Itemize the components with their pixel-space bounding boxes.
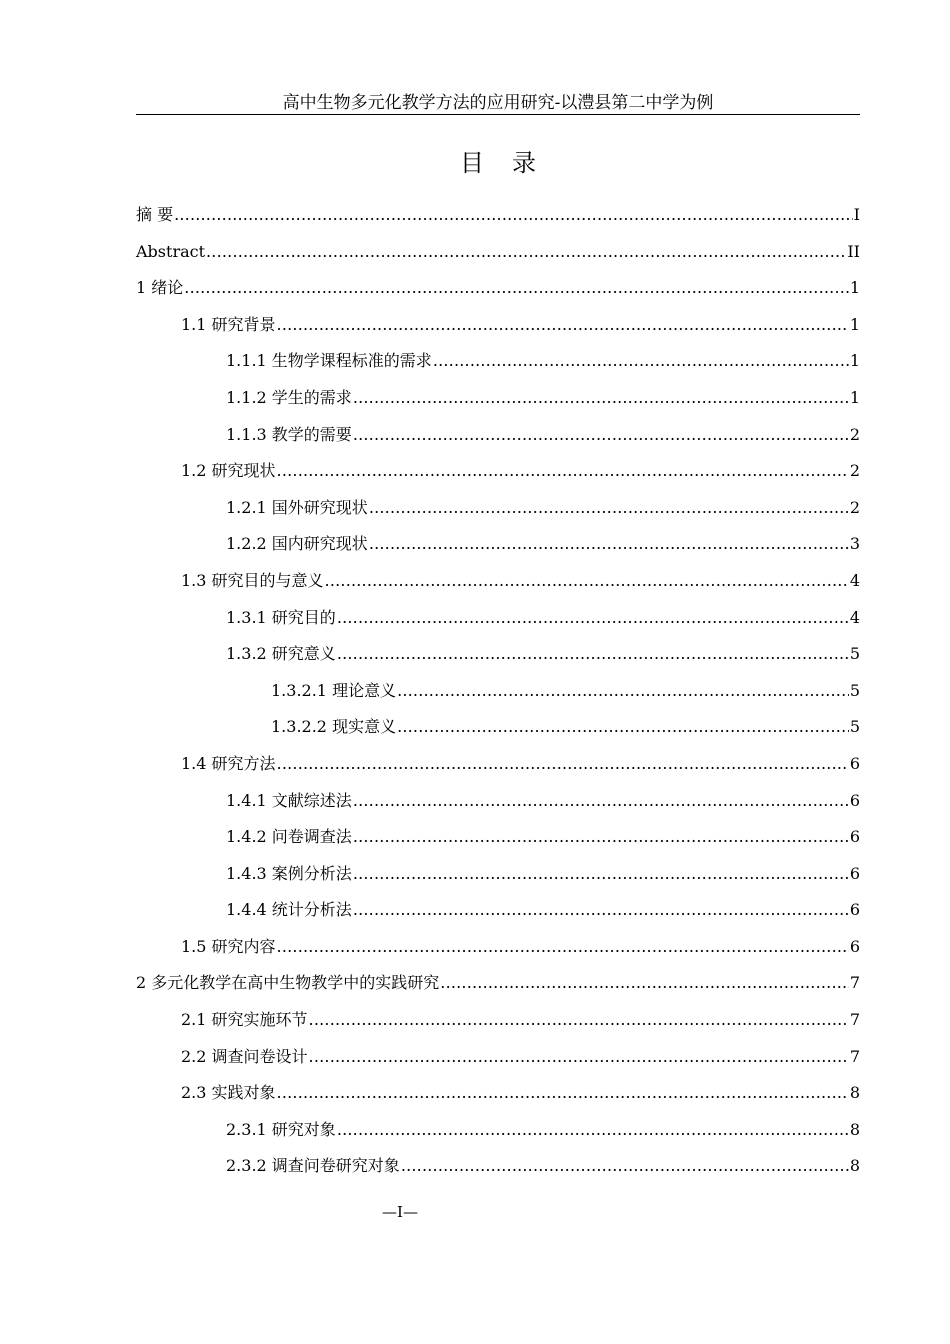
toc-entry[interactable] bbox=[136, 270, 860, 307]
toc-entry-label: 1.4.2 问卷调查法 bbox=[226, 827, 352, 847]
toc-dot-leader bbox=[325, 563, 849, 600]
toc-dot-leader bbox=[397, 673, 849, 710]
toc-entry-label: 2.3.2 调查问卷研究对象 bbox=[226, 1156, 400, 1176]
toc-entry[interactable] bbox=[136, 1148, 860, 1185]
toc-dot-leader bbox=[433, 343, 849, 380]
toc-entry[interactable] bbox=[136, 307, 860, 344]
toc-dot-leader bbox=[337, 636, 849, 673]
toc-entry-page: 5 bbox=[849, 680, 860, 700]
toc-entry[interactable] bbox=[136, 526, 860, 563]
toc-entry-page: 7 bbox=[849, 973, 860, 993]
toc-dot-leader bbox=[184, 270, 849, 307]
toc-entry[interactable] bbox=[136, 819, 860, 856]
toc-entry-page: 6 bbox=[849, 900, 860, 920]
toc-entry-page: 2 bbox=[849, 497, 860, 517]
toc-dot-leader bbox=[337, 1112, 849, 1149]
toc-dot-leader bbox=[401, 1148, 849, 1185]
toc-entry-label: 1.4.4 统计分析法 bbox=[226, 900, 352, 920]
toc-entry[interactable] bbox=[136, 197, 860, 234]
toc-entry-label: 1 绪论 bbox=[136, 278, 184, 298]
toc-entry-page: 8 bbox=[849, 1119, 860, 1139]
toc-dot-leader bbox=[277, 1075, 849, 1112]
toc-dot-leader bbox=[440, 965, 849, 1002]
toc-entry[interactable] bbox=[136, 600, 860, 637]
toc-entry-label: 摘 要 bbox=[136, 205, 174, 224]
toc-dot-leader bbox=[277, 453, 849, 490]
toc-entry-page: 1 bbox=[849, 351, 860, 371]
toc-entry-page: 4 bbox=[849, 607, 860, 627]
toc-dot-leader bbox=[277, 307, 849, 344]
toc-dot-leader bbox=[353, 819, 849, 856]
toc-entry[interactable] bbox=[136, 1112, 860, 1149]
toc-entry-label: 1.5 研究内容 bbox=[181, 936, 276, 956]
toc-title: 目录 bbox=[460, 149, 564, 177]
toc-entry[interactable] bbox=[136, 965, 860, 1002]
toc-entry[interactable] bbox=[136, 563, 860, 600]
toc-entry[interactable] bbox=[136, 709, 860, 746]
toc-entry-label: 1.2.2 国内研究现状 bbox=[226, 534, 368, 554]
toc-entry-label: 1.2 研究现状 bbox=[181, 461, 276, 481]
table-of-contents bbox=[136, 197, 860, 1185]
toc-dot-leader bbox=[174, 197, 853, 234]
toc-dot-leader bbox=[369, 490, 849, 527]
page-number: —I— bbox=[382, 1203, 418, 1221]
toc-entry-label: 1.3.2.2 现实意义 bbox=[271, 717, 397, 737]
toc-entry[interactable] bbox=[136, 453, 860, 490]
toc-entry-label: 1.3 研究目的与意义 bbox=[181, 570, 324, 590]
toc-entry[interactable] bbox=[136, 636, 860, 673]
toc-entry-label: Abstract bbox=[136, 241, 206, 261]
toc-dot-leader bbox=[397, 709, 849, 746]
toc-entry-page: 6 bbox=[849, 863, 860, 883]
toc-entry-page: II bbox=[847, 241, 860, 261]
toc-dot-leader bbox=[369, 526, 849, 563]
toc-entry-page: 8 bbox=[849, 1156, 860, 1176]
toc-entry-label: 2.3.1 研究对象 bbox=[226, 1119, 336, 1139]
toc-dot-leader bbox=[353, 856, 849, 893]
toc-entry-label: 1.3.2.1 理论意义 bbox=[271, 680, 397, 700]
toc-entry-label: 1.4 研究方法 bbox=[181, 753, 276, 773]
toc-entry-page: 7 bbox=[849, 1046, 860, 1066]
toc-entry[interactable] bbox=[136, 673, 860, 710]
toc-entry-page: 6 bbox=[849, 827, 860, 847]
toc-entry[interactable] bbox=[136, 343, 860, 380]
toc-entry[interactable] bbox=[136, 1075, 860, 1112]
toc-entry[interactable] bbox=[136, 746, 860, 783]
toc-entry-label: 2 多元化教学在高中生物教学中的实践研究 bbox=[136, 973, 440, 993]
toc-entry-page: 2 bbox=[849, 424, 860, 444]
toc-entry[interactable] bbox=[136, 783, 860, 820]
toc-entry-page: 4 bbox=[849, 570, 860, 590]
toc-dot-leader bbox=[353, 783, 849, 820]
toc-entry-page: 3 bbox=[849, 534, 860, 554]
toc-entry-page: 6 bbox=[849, 790, 860, 810]
toc-entry-page: 6 bbox=[849, 936, 860, 956]
toc-entry-label: 1.3.2 研究意义 bbox=[226, 644, 336, 664]
toc-entry-label: 1.3.1 研究目的 bbox=[226, 607, 336, 627]
toc-entry-label: 1.1.2 学生的需求 bbox=[226, 387, 352, 407]
toc-entry-label: 2.3 实践对象 bbox=[181, 1083, 276, 1103]
toc-dot-leader bbox=[309, 1039, 849, 1076]
running-title: 高中生物多元化教学方法的应用研究-以澧县第二中学为例 bbox=[282, 93, 714, 113]
toc-entry[interactable] bbox=[136, 892, 860, 929]
toc-dot-leader bbox=[277, 746, 849, 783]
toc-entry-label: 1.1.1 生物学课程标准的需求 bbox=[226, 351, 432, 371]
toc-entry-page: 1 bbox=[849, 314, 860, 334]
toc-entry-label: 1.4.1 文献综述法 bbox=[226, 790, 352, 810]
toc-entry[interactable] bbox=[136, 380, 860, 417]
toc-entry-page: 8 bbox=[849, 1083, 860, 1103]
toc-entry-page: 1 bbox=[849, 278, 860, 298]
toc-entry-page: I bbox=[853, 205, 860, 224]
toc-dot-leader bbox=[206, 234, 846, 271]
toc-entry-page: 6 bbox=[849, 753, 860, 773]
toc-entry-label: 1.1.3 教学的需要 bbox=[226, 424, 352, 444]
toc-entry[interactable] bbox=[136, 1002, 860, 1039]
toc-dot-leader bbox=[353, 380, 849, 417]
toc-entry[interactable] bbox=[136, 856, 860, 893]
running-header bbox=[136, 92, 860, 115]
toc-entry[interactable] bbox=[136, 417, 860, 454]
toc-entry-label: 1.2.1 国外研究现状 bbox=[226, 497, 368, 517]
toc-entry-page: 5 bbox=[849, 717, 860, 737]
toc-entry-page: 5 bbox=[849, 644, 860, 664]
toc-dot-leader bbox=[277, 929, 849, 966]
toc-entry-page: 2 bbox=[849, 461, 860, 481]
toc-entry-page: 7 bbox=[849, 1010, 860, 1030]
toc-entry[interactable] bbox=[136, 1039, 860, 1076]
toc-entry-label: 1.1 研究背景 bbox=[181, 314, 276, 334]
toc-entry-label: 1.4.3 案例分析法 bbox=[226, 863, 352, 883]
toc-entry[interactable] bbox=[136, 929, 860, 966]
toc-dot-leader bbox=[337, 600, 849, 637]
toc-dot-leader bbox=[353, 892, 849, 929]
toc-entry-label: 2.1 研究实施环节 bbox=[181, 1010, 308, 1030]
toc-entry[interactable] bbox=[136, 490, 860, 527]
toc-dot-leader bbox=[353, 417, 849, 454]
toc-entry-label: 2.2 调查问卷设计 bbox=[181, 1046, 308, 1066]
toc-dot-leader bbox=[309, 1002, 849, 1039]
toc-entry-page: 1 bbox=[849, 387, 860, 407]
toc-entry[interactable] bbox=[136, 234, 860, 271]
